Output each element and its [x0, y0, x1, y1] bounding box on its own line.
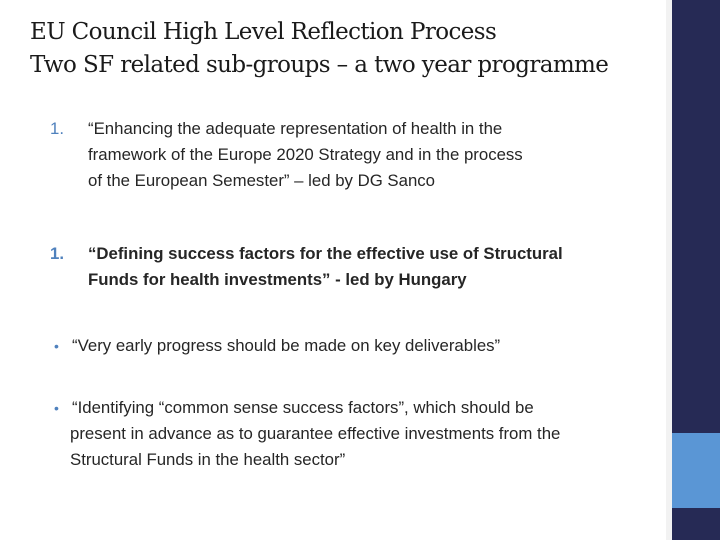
bullet-marker: • — [54, 400, 59, 416]
title-line-1: EU Council High Level Reflection Process — [30, 19, 497, 45]
item-line: of the European Semester” – led by DG Sanco — [88, 171, 436, 190]
item-number: 1. — [50, 119, 64, 138]
bullet-line-3: Structural Funds in the health sector” — [70, 450, 346, 469]
title-line-2: Two SF related sub-groups – a two year programme — [30, 52, 609, 78]
item-line: framework of the Europe 2020 Strategy and in the process — [88, 145, 523, 164]
bullet-item-2 — [52, 395, 652, 473]
item-line: “Enhancing the adequate representation of health in the — [88, 119, 503, 138]
highlight-phrase: common sense success factors — [164, 398, 399, 417]
bullet-prefix: “Identifying “ — [72, 398, 165, 417]
sidebar-accent-block — [672, 433, 720, 508]
numbered-item-2 — [50, 241, 650, 293]
bullet-item-1 — [52, 333, 652, 359]
item-line: Funds for health investments” - led by Hungary — [88, 270, 467, 289]
item-number: 1. — [50, 244, 64, 263]
item-line: “Defining success factors for the effective use of Structural — [88, 244, 563, 263]
slide-title — [30, 16, 660, 82]
bullet-line-1 — [72, 395, 637, 421]
bullet-continuation — [70, 421, 640, 473]
bullet-marker: • — [54, 338, 59, 354]
item-text — [88, 241, 648, 293]
bullet-text — [72, 395, 637, 421]
bullet-suffix: ”, which should be — [398, 398, 534, 417]
bullet-text: “Very early progress should be made on key deliverables” — [72, 336, 501, 355]
bullet-line-2: present in advance as to guarantee effective investments from the — [70, 424, 561, 443]
item-text — [88, 116, 648, 194]
numbered-item-1 — [50, 116, 650, 194]
